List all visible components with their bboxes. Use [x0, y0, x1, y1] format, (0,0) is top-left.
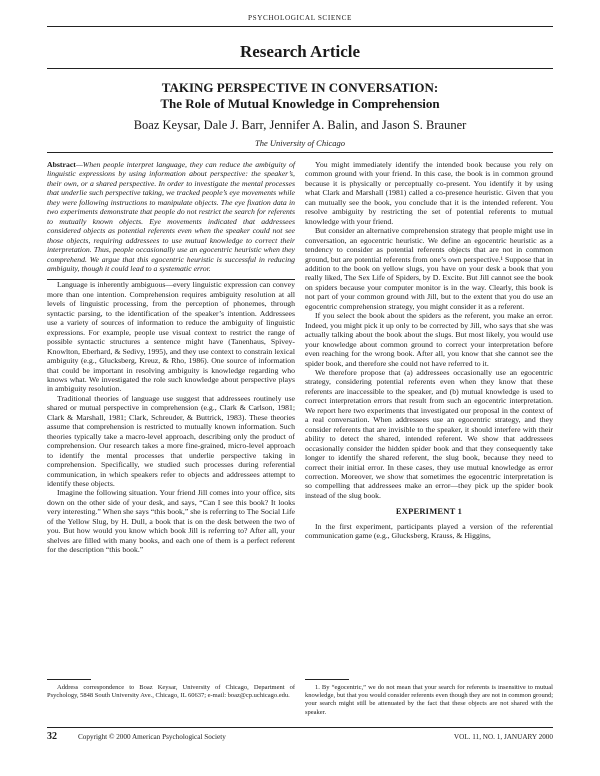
page-number: 32 — [47, 731, 57, 742]
body-paragraph: You might immediately identify the intended book because you rely on common ground with your friend. In this case, the book is in common ground because it is physically or perceptually co-present. You identify it by using what Clark and Marshall (1981) called a co-presence heuristic. Given that you can mutually see the book, you conclude that it is the intended referent. You resolve ambiguity by restricting the set of potential referents to mutual knowledge with your friend. — [305, 160, 553, 226]
correspondence-note: Address correspondence to Boaz Keysar, University of Chicago, Department of Psychology, 5848 South University Ave., Chicago, IL 60637; e-mail: boaz@cp.uchicago.edu. — [47, 684, 295, 700]
affiliation: The University of Chicago — [255, 138, 345, 148]
footnote-rule — [305, 679, 349, 680]
left-column — [47, 160, 295, 555]
section-rule — [47, 68, 553, 69]
experiment-paragraph: In the first experiment, participants played a version of the referential communication game (e.g., Glucksberg, Krauss, & Higgins, — [305, 521, 553, 541]
title-line-1: TAKING PERSPECTIVE IN CONVERSATION: — [161, 80, 439, 95]
footer-rule — [47, 727, 553, 728]
copyright: Copyright © 2000 American Psychological Society — [78, 733, 226, 741]
body-paragraph: But consider an alternative comprehension strategy that people might use in conversation, an egocentric heuristic. We define an egocentric heuristic as a tendency to consider as potential referents objects that are not in common ground, but are potential referents from one’s own perspective.¹ Suppose that in addition to the book on yellow slugs, you have on your desk a book that you really liked, The Sex Life of Spiders, by D. Excite. But Jill cannot see the book on spiders because your computer monitor is in the way. Clearly, this book is not part of your common ground with Jill, but to the extent that you do use an egocentric comprehension strategy, you might consider it as a referent. — [305, 226, 553, 311]
body-paragraph: We therefore propose that (a) addressees occasionally use an egocentric strategy, considering potential referents even when they know that these referents are inaccessible to the speaker, and (b) mutual knowledge is used to correct interpretation errors that result from such an egocentric interpretation. We report here two experiments that investigated our proposal in the context of a real conversation. When addressees use an egocentric strategy, and they consider referents that are invisible to the speaker, it should interfere with their ability to detect the shared, intended referent. We show that addressees occasionally consider the hidden spider book and that they consequently take longer to identify the shared referent, the slug book, because they need to correct their initial error. In these cases, they use mutual knowledge as error correction. Moreover, we show that sometimes the egocentric interpretation is so compelling that addressees make an error—they pick up the spider book instead of the slug book. — [305, 367, 553, 500]
section-heading: Research Article — [239, 42, 361, 61]
article-title — [0, 80, 600, 112]
footnote: 1. By “egocentric,” we do not mean that your search for referents is insensitive to mutual knowledge, but that you would consider referents even though they are not in common ground; your search might still be attenuated by the fact that these objects are not shared with the speaker. — [305, 684, 553, 716]
volume-info: VOL. 11, NO. 1, JANUARY 2000 — [453, 733, 553, 741]
body-paragraph: Imagine the following situation. Your friend Jill comes into your office, sits down on the other side of your desk, and says, “Can I see this book? It looks very interesting.” When she says “this book,” she is referring to The Social Life of the Yellow Slug, by H. Dull, a book that is on the desk between the two of you. But how would you know which book Jill is referring to? After all, your shelves are filled with many books, and each one of them is a perfect referent for the description “this book.” — [47, 488, 295, 555]
body-paragraph: Traditional theories of language use suggest that addressees routinely use shared or mutual perspective in comprehension (e.g., Clark & Carlson, 1981; Clark & Marshall, 1981; Clark, Schreuder, & Buttrick, 1983). These theories assume that comprehension is restricted to mutually known information. Such theories typically take a macro-level approach, describing only the product of comprehension. Our research takes a more fine-grained, micro-level approach to identify the mental processes that underlie perspective taking in comprehension. Specifically, we studied such processes during referential communication, in which speakers refer to objects and addressees attempt to identify these objects. — [47, 393, 295, 488]
footnote-rule — [47, 679, 91, 680]
experiment-heading: EXPERIMENT 1 — [395, 506, 463, 517]
journal-name: PSYCHOLOGICAL SCIENCE — [248, 14, 352, 22]
author-list: Boaz Keysar, Dale J. Barr, Jennifer A. Balin, and Jason S. Brauner — [133, 118, 467, 132]
abstract — [47, 160, 295, 280]
header-rule — [47, 26, 553, 27]
abstract-label: Abstract — [47, 160, 76, 169]
title-line-2: The Role of Mutual Knowledge in Comprehension — [160, 96, 440, 111]
body-paragraph: If you select the book about the spiders as the referent, you make an error. Indeed, you might pick it up only to be corrected by Jill, who says that she was actually talking about the book about the slugs. But most likely, you would use your knowledge about common ground to correct your interpretation before even reaching for the wrong book. After all, you know that she cannot see the spider book, and therefore she could not have referred to it. — [305, 311, 553, 368]
right-column — [305, 160, 553, 541]
abstract-text: —When people interpret language, they can reduce the ambiguity of linguistic expressions by using information about perspective: the speaker’s, their own, or a shared perspective. In order to investigate the mental processes that underlie such perspective taking, we tracked people’s eye movements while they were following instructions to manipulate objects. The eye fixation data in two experiments demonstrate that people do not restrict the search for referents to mutually known objects. Eye movements indicated that addressees considered objects as potential referents even when the speaker could not see those objects, requiring addressees to use mutual knowledge to correct their interpretation. Thus, people occasionally use an egocentric heuristic when they comprehend. We argue that this egocentric heuristic is successful in reducing ambiguity, though it could lead to a systematic error. — [47, 160, 295, 273]
byline-rule — [47, 152, 553, 153]
body-paragraph: Language is inherently ambiguous—every linguistic expression can convey more than one intention. Comprehension requires ambiguity resolution at all levels of linguistic processing, from the perception of phonemes, through syntactic parsing, to the identification of the speaker’s intention. Addressees use a variety of sources of information to reduce the ambiguity of linguistic expressions. For example, people use visual context to restrict the range of possible syntactic structures a sentence might have (Tanenhaus, Spivey-Knowlton, Eberhard, & Sedivy, 1995), and they use context to constrain lexical ambiguity (e.g., Glucksberg, Kreuz, & Rho, 1986). One source of information that could be important in resolving ambiguity is knowledge regarding who knows what. We investigated the role such knowledge about perspective plays in ambiguity resolution. — [47, 280, 295, 394]
